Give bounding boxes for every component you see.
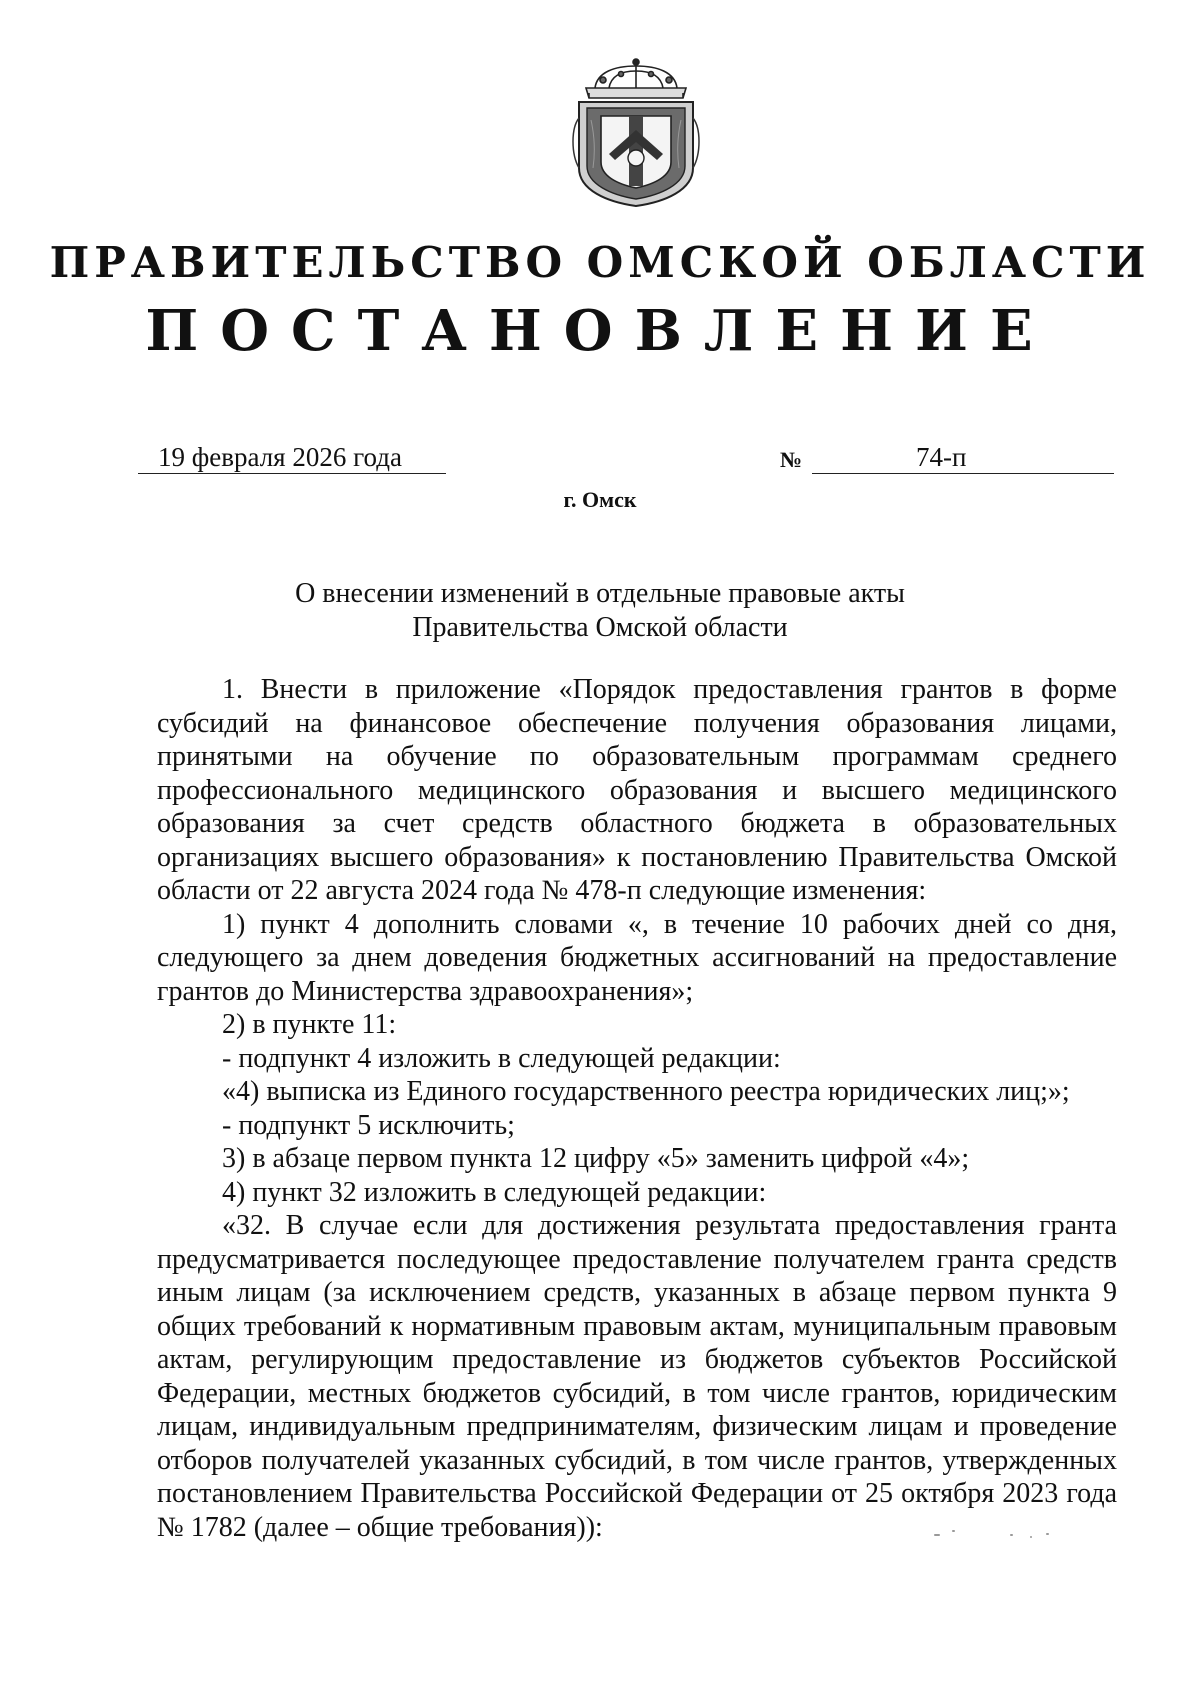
scan-speck [1046, 1533, 1049, 1535]
scan-speck [1010, 1534, 1013, 1536]
paragraph-2: 1) пункт 4 дополнить словами «, в течение 10 рабочих дней со дня, следующего за днем доведения бюджетных ассигнований на предоставление грантов до Министерства здравоохранения»; [157, 908, 1117, 1007]
document-body [157, 673, 1117, 1544]
subject-line-2: Правительства Омской области [412, 612, 788, 643]
government-title: ПРАВИТЕЛЬСТВО ОМСКОЙ ОБЛАСТИ [49, 238, 1151, 287]
subject-line-1: О внесении изменений в отдельные правовые акты [295, 578, 905, 609]
paragraph-1: 1. Внести в приложение «Порядок предоставления грантов в форме субсидий на финансовое обеспечение получения образования лицами, принятыми на обучение по образовательным программам среднего профессионального медицинского образования и высшего медицинского образования за счет средств областного бюджета в образовательных организациях высшего образования» к постановлению Правительства Омской области от 22 августа 2024 года № 478-п следующие изменения: [157, 674, 1117, 906]
paragraph-7: 3) в абзаце первом пункта 12 цифру «5» заменить цифрой «4»; [222, 1143, 970, 1174]
paragraph-4: - подпункт 4 изложить в следующей редакции: [222, 1042, 781, 1074]
document-type-title: ПОСТАНОВЛЕНИЕ [145, 298, 1055, 364]
document-date-field [138, 443, 446, 474]
paragraph-8: 4) пункт 32 изложить в следующей редакции: [222, 1176, 767, 1208]
omsk-region-coat-of-arms-icon [565, 58, 707, 208]
scan-speck [1030, 1536, 1032, 1538]
document-date: 19 февраля 2026 года [158, 442, 402, 472]
document-number-field [812, 443, 1114, 474]
document-number: 74-п [916, 442, 967, 472]
city-name: г. Омск [563, 487, 637, 512]
scan-speck [952, 1530, 955, 1532]
number-label: № [780, 447, 803, 472]
paragraph-3: 2) в пункте 11: [222, 1009, 397, 1040]
paragraph-6: - подпункт 5 исключить; [222, 1109, 515, 1141]
document-subject [0, 577, 1200, 645]
paragraph-9: «32. В случае если для достижения результата предоставления гранта предусматривается последующее предоставление получателем гранта средств иным лицам (за исключением средств, указанных в абзаце первом пункта 9 общих требований к нормативным правовым актам, муниципальным правовым актам, регулирующим предоставление из бюджетов субъектов Российской Федерации, местных бюджетов субсидий, в том числе грантов, юридическим лицам, индивидуальным предпринимателям, физическим лицам и проведение отборов получателей указанных субсидий, в том числе грантов, утвержденных постановлением Правительства Российской Федерации от 25 октября 2023 года № 1782 (далее – общие требования)): [157, 1210, 1117, 1543]
scan-speck [934, 1534, 940, 1536]
paragraph-5: «4) выписка из Единого государственного реестра юридических лиц;»; [222, 1076, 1070, 1107]
